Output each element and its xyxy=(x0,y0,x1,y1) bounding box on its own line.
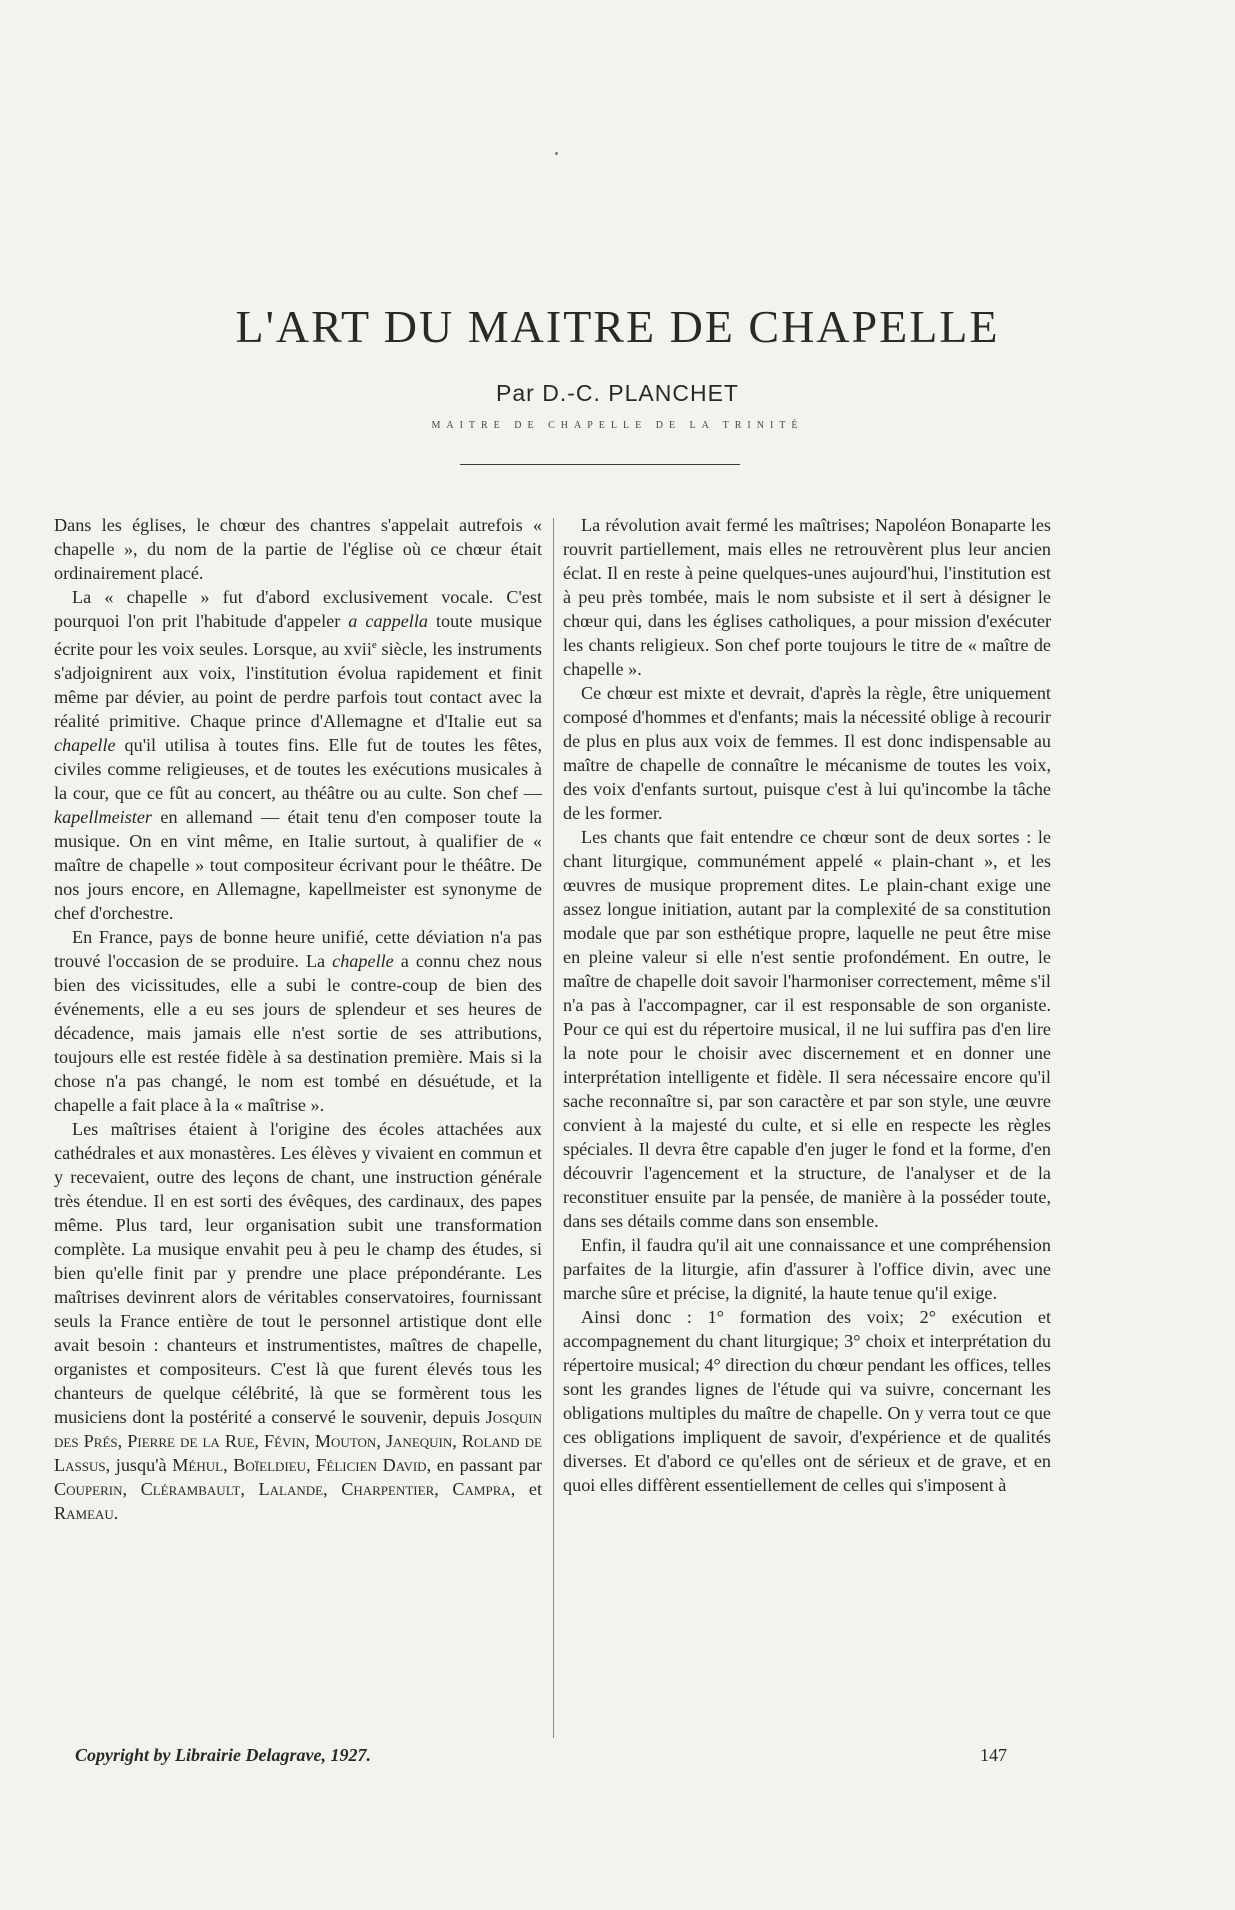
paragraph: En France, pays de bonne heure unifié, cette déviation n'a pas trouvé l'occasion de se produire. La chapelle a connu chez nous bien des vicissitudes, elle a subi le contre-coup de bien des événements, elle a eu ses jours de splendeur et ses heures de décadence, mais jamais elle n'est sortie de ses attributions, toujours elle est restée fidèle à sa destination première. Mais si la chose n'a pas changé, le nom est tombé en désuétude, et la chapelle a fait place à la « maîtrise ». xyxy=(54,927,542,1116)
composer-name: Méhul xyxy=(172,1455,224,1476)
composer-name: Clérambault xyxy=(140,1479,241,1500)
composer-name: Boïeldieu xyxy=(233,1455,307,1476)
composer-name: Janequin xyxy=(385,1431,453,1452)
composer-name: Mouton xyxy=(314,1431,377,1452)
composer-name: Campra xyxy=(452,1479,511,1500)
composer-name: Couperin xyxy=(54,1479,123,1500)
composer-name: Roland de Lassus xyxy=(54,1431,542,1476)
paragraph: La révolution avait fermé les maîtrises; Napoléon Bonaparte les rouvrit partiellement, mais elles ne retrouvèrent plus leur ancien éclat. Il en reste à peine quelques-unes aujourd'hui, l'institution est à peu près tombée, mais le nom subsiste et il sert à désigner le chœur qui, dans les églises catholiques, a pour mission d'exécuter les chants religieux. Son chef porte toujours le titre de « maître de chapelle ». xyxy=(563,515,1051,679)
composer-name: Févin xyxy=(264,1431,306,1452)
paragraph: Dans les églises, le chœur des chantres s'appelait autrefois « chapelle », du nom de la partie de l'église où ce chœur était ordinairement placé. xyxy=(54,515,542,583)
composer-name: Pierre de la Rue xyxy=(127,1431,255,1452)
composer-name: Lalande xyxy=(258,1479,324,1500)
title-rule xyxy=(460,464,740,465)
paragraph: Ce chœur est mixte et devrait, d'après la règle, être uniquement composé d'hommes et d'enfants; mais la nécessité oblige à recourir de plus en plus aux voix de femmes. Il est donc indispensable au maître de chapelle de connaître le mécanisme de toutes les voix, des voix d'enfants surtout, puisque c'est à lui qu'incombe la tâche de les former. xyxy=(563,683,1051,823)
copyright-notice: Copyright by Librairie Delagrave, 1927. xyxy=(75,1745,371,1765)
paragraph: Les chants que fait entendre ce chœur sont de deux sortes : le chant liturgique, communément appelé « plain-chant », et les œuvres de musique proprement dites. Le plain-chant exige une assez longue initiation, autant par la complexité de sa constitution modale que par son esthétique propre, laquelle ne peut être mise en pleine valeur si elle n'est sentie profondément. En outre, le maître de chapelle doit savoir l'harmoniser correctement, même s'il n'a pas à l'accompagner, car il est responsable de son organiste. Pour ce qui est du répertoire musical, il ne lui suffira pas d'en lire la note pour le choisir avec discernement et en donner une interprétation intelligente et fidèle. Il sera nécessaire encore qu'il sache reconnaître si, par son caractère et par son style, une œuvre convient à la majesté du culte, et si elle en respecte les règles spéciales. Il devra être capable d'en juger le fond et la forme, d'en découvrir l'agencement et la structure, de l'analyser et de la reconstituer ensuite par la pensée, de manière à la posséder toute, dans ses détails comme dans son ensemble. xyxy=(563,827,1051,1231)
paragraph: La « chapelle » fut d'abord exclusivement vocale. C'est pourquoi l'on prit l'habitude d'appeler a cappella toute musique écrite pour les voix seules. Lorsque, au xvii$^e$ siècle, les instruments s'adjoignirent aux voix, l'institution évolua rapidement et finit même par dévier, au point de perdre parfois tout contact avec la réalité primitive. Chaque prince d'Allemagne et d'Italie eut sa chapelle qu'il utilisa à toutes fins. Elle fut de toutes les fêtes, civiles comme religieuses, et de toutes les exécutions musicales à la cour, que ce fût au concert, au théâtre ou au culte. Son chef — kapellmeister en allemand — était tenu d'en composer toute la musique. On en vint même, en Italie surtout, à qualifier de « maître de chapelle » tout compositeur écrivant pour le théâtre. De nos jours encore, en Allemagne, kapellmeister est synonyme de chef d'orchestre. xyxy=(54,587,543,924)
paragraph: Ainsi donc : 1° formation des voix; 2° exécution et accompagnement du chant liturgique; 3° choix et interprétation du répertoire musical; 4° direction du chœur pendant les offices, telles sont les grandes lignes de l'étude qui va suivre, concernant les obligations multiples du maître de chapelle. On y verra tout ce que ces obligations impliquent de savoir, d'expérience et de qualités diverses. Et d'abord ce qu'elles ont de sérieux et de grave, et en quoi elles diffèrent essentiellement de celles qui s'imposent à xyxy=(563,1307,1051,1495)
paragraph: Enfin, il faudra qu'il ait une connaissance et une compréhension parfaites de la liturgie, afin d'assurer à l'office divin, avec une marche sûre et précise, la dignité, la haute tenue qu'il exige. xyxy=(563,1235,1051,1303)
column-divider xyxy=(553,518,554,1738)
print-speck xyxy=(555,152,558,155)
paragraph: Les maîtrises étaient à l'origine des écoles attachées aux cathédrales et aux monastères. Les élèves y vivaient en commun et y recevaient, outre des leçons de chant, une instruction générale très étendue. Il en est sorti des évêques, des cardinaux, des papes même. Plus tard, leur organisation subit une transformation complète. La musique envahit peu à peu le champ des études, si bien qu'elle finit par y prendre une place prépondérante. Les maîtrises devinrent alors de véritables conservatoires, fournissant seuls la France entière de tout le personnel artistique dont elle avait besoin : chanteurs et instrumentistes, maîtres de chapelle, organistes et compositeurs. C'est là que furent élevés tous les chanteurs de quelque célébrité, là que se formèrent tous les musiciens dont la postérité a conservé le souvenir, depuis Josquin des Prés, Pierre de la Rue, Févin, Mouton, Janequin, Roland de Lassus, jusqu'à Méhul, Boïeldieu, Félicien David, en passant par Couperin, Clérambault, Lalande, Charpentier, Campra, et Rameau. xyxy=(54,1119,543,1524)
page-title: L'ART DU MAITRE DE CHAPELLE xyxy=(235,301,1000,352)
author-role: MAITRE DE CHAPELLE DE LA TRINITÉ xyxy=(431,420,804,431)
left-column xyxy=(54,513,542,1525)
composer-name: Rameau xyxy=(54,1503,114,1524)
right-column xyxy=(563,513,1051,1497)
composer-name: Félicien David xyxy=(316,1455,427,1476)
page-number: 147 xyxy=(980,1745,1007,1765)
composer-name: Charpentier xyxy=(341,1479,435,1500)
author-byline: Par D.-C. PLANCHET xyxy=(496,380,739,406)
composer-name: Josquin des Prés xyxy=(54,1407,542,1452)
